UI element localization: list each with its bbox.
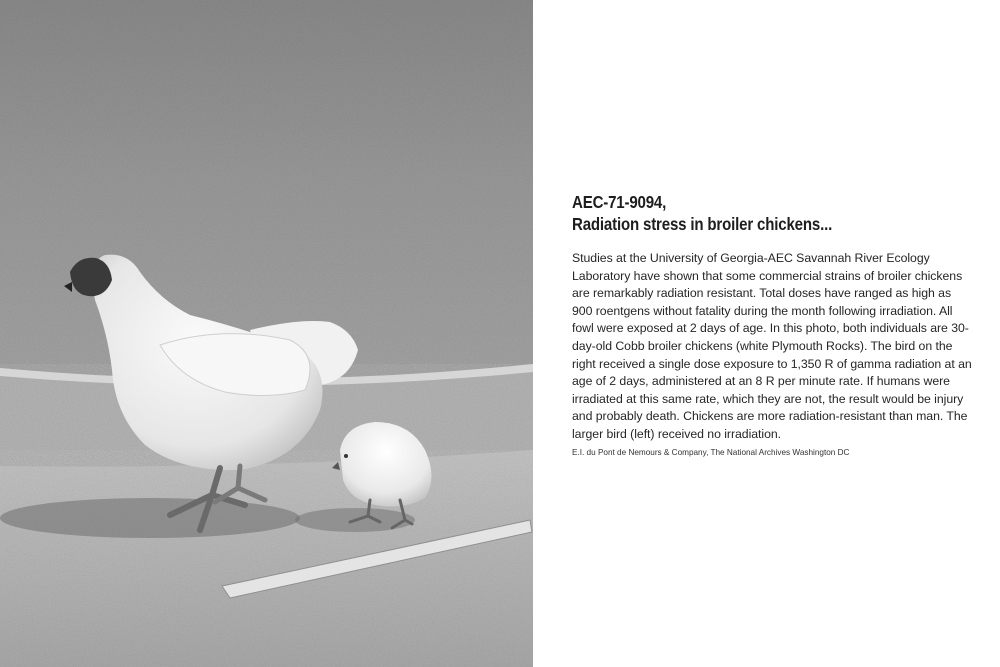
photo-credit: E.I. du Pont de Nemours & Company, The National Archives Washington DC: [572, 447, 850, 457]
caption-block: [572, 191, 982, 459]
article-body: Studies at the University of Georgia-AEC Savannah River Ecology Laboratory have shown that some commercial strains of broiler chickens are remarkably radiation resistant. Total doses have ranged as high as 900 roentgens without fatality during the month following irradiation. All fowl were exposed at 2 days of age. In this photo, both individuals are 30-day-old Cobb broiler chickens (white Plymouth Rocks). The bird on the right received a single dose exposure to 1,350 R of gamma radiation at an age of 2 days, administered at an 8 R per minute rate. If humans were irradiated at this same rate, which they are not, the result would be injury and probably death. Chickens are more radiation-resistant than man. The larger bird (left) received no irradiation.: [572, 251, 972, 441]
title-line-2: Radiation stress in broiler chickens...: [572, 214, 833, 234]
background-wall: [0, 0, 533, 380]
title-line-1: AEC-71-9094,: [572, 192, 667, 212]
article-title: [572, 191, 925, 235]
floor: [0, 450, 533, 667]
